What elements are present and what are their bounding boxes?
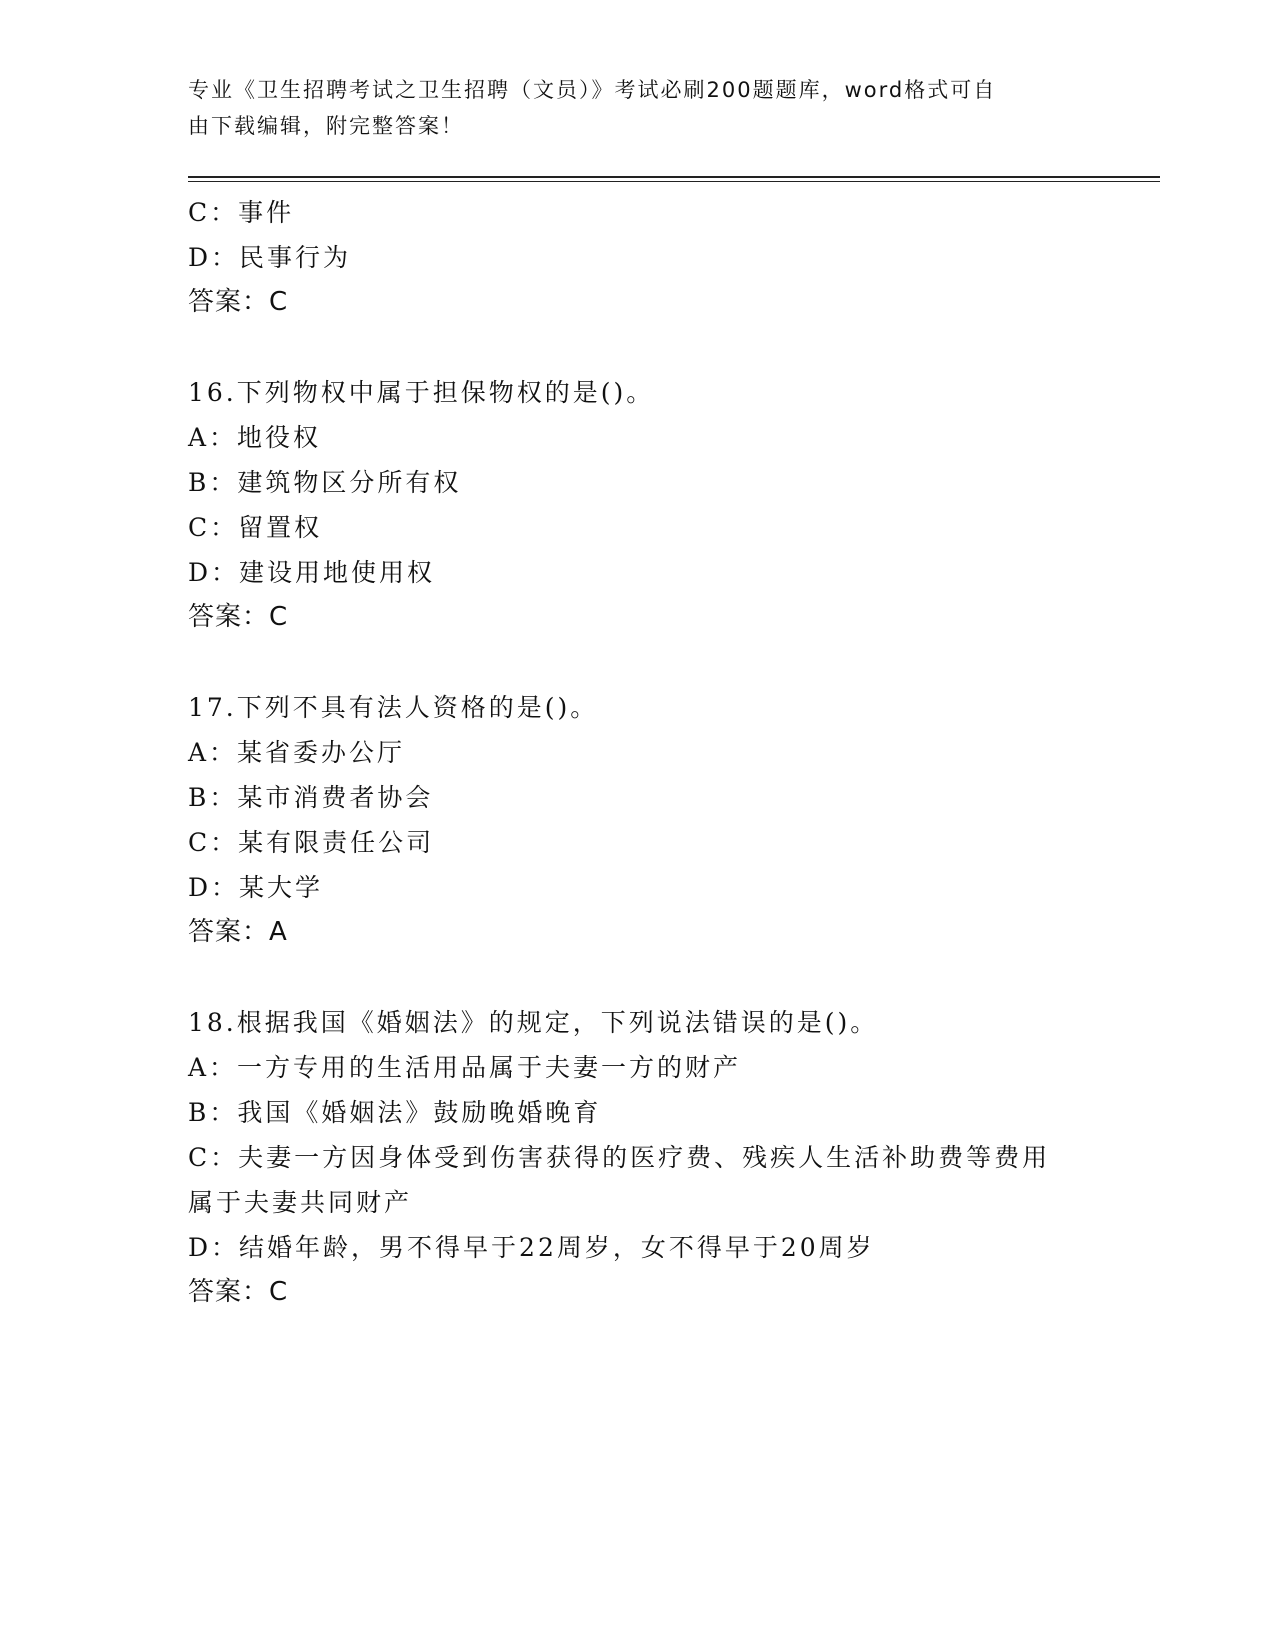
header-line-2: 由下载编辑，附完整答案！ — [188, 114, 464, 138]
option-c-continuation: 属于夫妻共同财产 — [188, 1188, 413, 1217]
option-d: D：结婚年龄，男不得早于22周岁，女不得早于20周岁 — [188, 1233, 875, 1262]
question-17 — [188, 685, 1088, 955]
option-c: C：留置权 — [188, 513, 323, 542]
document-header — [188, 72, 1078, 144]
option-b: B：某市消费者协会 — [188, 783, 434, 812]
answer-line: 答案：A — [188, 917, 288, 947]
option-b: B：建筑物区分所有权 — [188, 468, 462, 497]
question-16 — [188, 370, 1088, 640]
option-a: A：地役权 — [188, 423, 322, 452]
option-c: C：某有限责任公司 — [188, 828, 435, 857]
question-text: 16.下列物权中属于担保物权的是()。 — [188, 378, 655, 407]
option-c: C：事件 — [188, 198, 295, 227]
question-text: 17.下列不具有法人资格的是()。 — [188, 693, 599, 722]
question-text: 18.根据我国《婚姻法》的规定，下列说法错误的是()。 — [188, 1008, 879, 1037]
header-divider-thin — [188, 181, 1160, 182]
option-d: D：建设用地使用权 — [188, 558, 436, 587]
answer-line: 答案：C — [188, 287, 289, 317]
option-b: B：我国《婚姻法》鼓励晚婚晚育 — [188, 1098, 602, 1127]
answer-line: 答案：C — [188, 602, 289, 632]
option-a: A：一方专用的生活用品属于夫妻一方的财产 — [188, 1053, 742, 1082]
option-c: C：夫妻一方因身体受到伤害获得的医疗费、残疾人生活补助费等费用 — [188, 1143, 1051, 1172]
answer-line: 答案：C — [188, 1277, 289, 1307]
question-18 — [188, 1000, 1088, 1315]
question-list — [188, 190, 1088, 1315]
header-line-1: 专业《卫生招聘考试之卫生招聘（文员）》考试必刷200题题库，word格式可自 — [188, 78, 997, 102]
previous-question-tail — [188, 190, 1088, 325]
option-d: D：民事行为 — [188, 243, 352, 272]
option-a: A：某省委办公厅 — [188, 738, 406, 767]
spacer — [188, 325, 1088, 370]
spacer — [188, 955, 1088, 1000]
header-divider-thick — [188, 176, 1160, 178]
spacer — [188, 640, 1088, 685]
option-d: D：某大学 — [188, 873, 324, 902]
